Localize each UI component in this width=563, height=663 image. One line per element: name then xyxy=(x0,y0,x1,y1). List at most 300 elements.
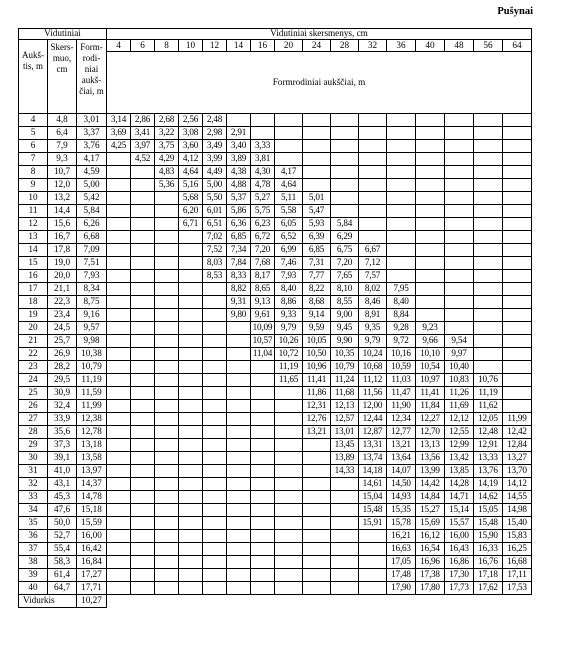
form-height-cell: 11,24 xyxy=(331,374,359,387)
table-row xyxy=(19,179,532,192)
form-height-cell xyxy=(179,439,203,452)
form-height-cell: 7,12 xyxy=(359,257,387,270)
row-height: 8 xyxy=(19,166,48,179)
form-height-cell: 2,68 xyxy=(155,114,179,127)
form-height-cell: 6,01 xyxy=(203,205,227,218)
form-height-cell: 8,02 xyxy=(359,283,387,296)
row-height: 29 xyxy=(19,439,48,452)
row-height: 38 xyxy=(19,556,48,569)
diameter-header: 48 xyxy=(445,40,474,52)
form-height-cell xyxy=(155,231,179,244)
row-height: 32 xyxy=(19,478,48,491)
form-height-cell xyxy=(203,374,227,387)
form-height-cell: 5,16 xyxy=(179,179,203,192)
row-form-height: 14,37 xyxy=(77,478,107,491)
row-diameter: 25,7 xyxy=(48,335,77,348)
form-height-cell xyxy=(131,283,155,296)
form-height-cell xyxy=(331,205,359,218)
form-height-cell: 12,48 xyxy=(474,426,503,439)
row-diameter: 26,9 xyxy=(48,348,77,361)
row-diameter: 17,8 xyxy=(48,244,77,257)
form-height-cell: 7,20 xyxy=(331,257,359,270)
form-height-cell xyxy=(179,465,203,478)
form-height-cell xyxy=(503,387,532,400)
form-height-cell xyxy=(155,283,179,296)
row-form-height: 3,01 xyxy=(77,114,107,127)
form-height-cell: 9,66 xyxy=(416,335,445,348)
col-form-height-text: Form-rodi-niai aukš-čiai, m xyxy=(79,42,104,96)
form-height-cell xyxy=(359,582,387,595)
form-height-cell xyxy=(445,192,474,205)
form-height-cell xyxy=(107,348,131,361)
form-height-cell: 6,20 xyxy=(179,205,203,218)
form-height-cell: 13,64 xyxy=(387,452,416,465)
col-diameter-text: Skers-muo, cm xyxy=(50,42,74,74)
form-height-cell: 10,96 xyxy=(303,361,331,374)
form-height-cell xyxy=(107,166,131,179)
form-height-cell xyxy=(155,335,179,348)
form-height-cell: 14,50 xyxy=(387,478,416,491)
row-height: 9 xyxy=(19,179,48,192)
form-height-cell: 14,19 xyxy=(474,478,503,491)
form-height-cell xyxy=(503,114,532,127)
form-height-cell xyxy=(303,439,331,452)
form-height-cell: 7,20 xyxy=(251,244,275,257)
form-height-cell xyxy=(179,387,203,400)
form-height-cell: 17,53 xyxy=(503,582,532,595)
row-height: 4 xyxy=(19,114,48,127)
form-height-cell xyxy=(179,335,203,348)
form-height-cell: 17,05 xyxy=(387,556,416,569)
form-height-cell xyxy=(275,491,303,504)
form-height-cell: 16,76 xyxy=(474,556,503,569)
row-diameter: 47,6 xyxy=(48,504,77,517)
form-height-cell xyxy=(131,205,155,218)
form-height-cell: 4,29 xyxy=(155,153,179,166)
form-height-cell xyxy=(227,413,251,426)
form-height-cell xyxy=(251,426,275,439)
form-height-cell: 12,44 xyxy=(359,413,387,426)
row-form-height: 17,71 xyxy=(77,582,107,595)
form-height-cell xyxy=(107,400,131,413)
form-height-cell xyxy=(251,413,275,426)
row-height: 31 xyxy=(19,465,48,478)
form-height-cell: 3,69 xyxy=(107,127,131,140)
form-height-cell xyxy=(303,543,331,556)
form-height-cell: 8,40 xyxy=(387,296,416,309)
row-height: 22 xyxy=(19,348,48,361)
row-diameter: 52,7 xyxy=(48,530,77,543)
form-height-cell xyxy=(131,231,155,244)
form-height-cell: 12,00 xyxy=(359,400,387,413)
form-height-cell: 7,46 xyxy=(275,257,303,270)
form-height-cell xyxy=(275,140,303,153)
diameter-header: 20 xyxy=(275,40,303,52)
form-height-cell xyxy=(155,569,179,582)
form-height-cell xyxy=(107,257,131,270)
form-height-cell: 14,42 xyxy=(416,478,445,491)
row-diameter: 55,4 xyxy=(48,543,77,556)
form-height-cell: 12,55 xyxy=(445,426,474,439)
form-height-cell xyxy=(203,322,227,335)
row-diameter: 45,3 xyxy=(48,491,77,504)
table-row xyxy=(19,244,532,257)
form-height-cell: 7,65 xyxy=(331,270,359,283)
row-height: 17 xyxy=(19,283,48,296)
diameter-header: 6 xyxy=(131,40,155,52)
table-row xyxy=(19,270,532,283)
form-height-cell: 11,19 xyxy=(275,361,303,374)
form-height-cell xyxy=(107,491,131,504)
table-row xyxy=(19,439,532,452)
form-height-cell xyxy=(107,426,131,439)
form-height-cell xyxy=(179,361,203,374)
form-height-cell xyxy=(303,478,331,491)
form-height-cell: 12,31 xyxy=(303,400,331,413)
form-height-cell xyxy=(359,231,387,244)
form-height-cell xyxy=(251,127,275,140)
form-height-cell xyxy=(331,127,359,140)
form-height-cell: 8,10 xyxy=(331,283,359,296)
row-height: 39 xyxy=(19,569,48,582)
form-height-cell: 12,57 xyxy=(331,413,359,426)
form-height-cell: 11,56 xyxy=(359,387,387,400)
form-height-cell xyxy=(331,153,359,166)
form-height-cell xyxy=(203,504,227,517)
form-height-cell: 12,27 xyxy=(416,413,445,426)
row-diameter: 33,9 xyxy=(48,413,77,426)
form-height-cell xyxy=(474,361,503,374)
form-height-cell: 3,41 xyxy=(131,127,155,140)
form-height-cell: 10,57 xyxy=(251,335,275,348)
sub-header: Formrodiniai aukščiai, m xyxy=(107,52,532,114)
table-row xyxy=(19,452,532,465)
row-form-height: 13,97 xyxy=(77,465,107,478)
row-height: 25 xyxy=(19,387,48,400)
form-height-cell xyxy=(331,582,359,595)
form-height-cell xyxy=(503,283,532,296)
form-height-cell: 17,48 xyxy=(387,569,416,582)
form-height-cell xyxy=(107,153,131,166)
form-height-cell xyxy=(179,348,203,361)
form-height-cell xyxy=(275,426,303,439)
form-height-cell xyxy=(251,452,275,465)
form-height-cell: 16,96 xyxy=(416,556,445,569)
form-height-cell xyxy=(303,530,331,543)
row-diameter: 23,4 xyxy=(48,309,77,322)
form-height-cell xyxy=(179,296,203,309)
row-form-height: 7,09 xyxy=(77,244,107,257)
form-height-cell: 2,91 xyxy=(227,127,251,140)
table-row xyxy=(19,556,532,569)
form-height-cell xyxy=(131,244,155,257)
form-height-cell xyxy=(474,270,503,283)
form-height-cell xyxy=(416,218,445,231)
form-height-cell xyxy=(331,491,359,504)
form-height-cell: 13,70 xyxy=(503,465,532,478)
form-height-cell xyxy=(179,283,203,296)
form-height-cell: 8,53 xyxy=(203,270,227,283)
form-height-cell: 15,48 xyxy=(359,504,387,517)
form-height-cell xyxy=(387,140,416,153)
row-height: 36 xyxy=(19,530,48,543)
form-height-cell xyxy=(251,504,275,517)
form-height-cell xyxy=(503,400,532,413)
row-diameter: 4,8 xyxy=(48,114,77,127)
form-height-cell: 17,90 xyxy=(387,582,416,595)
form-height-cell xyxy=(203,543,227,556)
form-height-cell xyxy=(203,413,227,426)
row-height: 26 xyxy=(19,400,48,413)
form-height-cell: 12,87 xyxy=(359,426,387,439)
form-height-cell xyxy=(275,569,303,582)
form-height-cell xyxy=(203,309,227,322)
form-height-cell xyxy=(107,361,131,374)
form-height-cell xyxy=(275,452,303,465)
form-height-cell: 9,35 xyxy=(359,322,387,335)
row-diameter: 6,4 xyxy=(48,127,77,140)
form-height-cell xyxy=(303,166,331,179)
form-height-cell: 15,05 xyxy=(474,504,503,517)
form-height-cell xyxy=(203,569,227,582)
form-height-cell: 15,91 xyxy=(359,517,387,530)
form-height-cell xyxy=(131,569,155,582)
row-height: 33 xyxy=(19,491,48,504)
form-height-cell xyxy=(359,140,387,153)
form-height-cell xyxy=(155,530,179,543)
form-height-cell: 3,81 xyxy=(251,153,275,166)
form-height-cell xyxy=(131,517,155,530)
form-height-cell xyxy=(474,348,503,361)
form-height-cell xyxy=(155,426,179,439)
form-height-cell: 13,76 xyxy=(474,465,503,478)
form-height-cell xyxy=(179,452,203,465)
form-height-cell: 14,84 xyxy=(416,491,445,504)
form-height-cell xyxy=(474,153,503,166)
row-diameter: 15,6 xyxy=(48,218,77,231)
form-height-cell xyxy=(179,426,203,439)
form-height-cell: 9,14 xyxy=(303,309,331,322)
form-height-cell: 12,84 xyxy=(503,439,532,452)
row-height: 19 xyxy=(19,309,48,322)
form-height-cell xyxy=(474,322,503,335)
form-height-cell xyxy=(155,491,179,504)
form-height-cell xyxy=(387,153,416,166)
form-height-cell xyxy=(503,348,532,361)
form-height-cell xyxy=(416,257,445,270)
form-height-cell xyxy=(131,556,155,569)
form-height-cell xyxy=(474,283,503,296)
group-header-left: Vidutiniai xyxy=(19,29,107,40)
form-height-cell xyxy=(203,478,227,491)
form-height-cell xyxy=(227,517,251,530)
form-height-cell xyxy=(303,153,331,166)
form-height-cell xyxy=(251,387,275,400)
form-height-cell xyxy=(503,218,532,231)
form-height-cell xyxy=(203,296,227,309)
form-height-cell xyxy=(251,582,275,595)
form-height-cell: 3,89 xyxy=(227,153,251,166)
form-height-cell: 5,37 xyxy=(227,192,251,205)
form-height-cell: 10,83 xyxy=(445,374,474,387)
row-form-height: 5,00 xyxy=(77,179,107,192)
form-height-cell: 13,01 xyxy=(331,426,359,439)
form-height-cell: 6,29 xyxy=(331,231,359,244)
diameter-header: 36 xyxy=(387,40,416,52)
diameter-header-row xyxy=(19,40,532,52)
table-row xyxy=(19,530,532,543)
form-height-cell xyxy=(387,270,416,283)
form-height-cell: 5,00 xyxy=(203,179,227,192)
form-height-cell xyxy=(503,335,532,348)
form-height-cell xyxy=(503,205,532,218)
form-height-cell: 4,52 xyxy=(131,153,155,166)
form-height-cell: 5,93 xyxy=(303,218,331,231)
form-height-cell xyxy=(416,270,445,283)
form-height-cell xyxy=(275,127,303,140)
form-height-cell xyxy=(155,322,179,335)
form-height-cell xyxy=(107,465,131,478)
form-height-cell xyxy=(303,504,331,517)
form-height-cell: 9,90 xyxy=(331,335,359,348)
form-height-cell xyxy=(203,465,227,478)
row-height: 6 xyxy=(19,140,48,153)
form-height-cell xyxy=(474,231,503,244)
row-form-height: 9,57 xyxy=(77,322,107,335)
form-height-cell xyxy=(131,491,155,504)
form-height-cell: 4,78 xyxy=(251,179,275,192)
form-height-cell xyxy=(275,556,303,569)
form-height-cell xyxy=(227,361,251,374)
diameter-header: 10 xyxy=(179,40,203,52)
row-diameter: 32,4 xyxy=(48,400,77,413)
form-height-cell xyxy=(203,283,227,296)
row-diameter: 29,5 xyxy=(48,374,77,387)
form-height-cell: 9,33 xyxy=(275,309,303,322)
form-height-cell xyxy=(179,504,203,517)
form-height-cell: 8,82 xyxy=(227,283,251,296)
form-height-cell: 7,84 xyxy=(227,257,251,270)
form-height-cell: 5,27 xyxy=(251,192,275,205)
form-height-cell xyxy=(251,465,275,478)
form-height-cell xyxy=(251,478,275,491)
form-height-cell: 11,12 xyxy=(359,374,387,387)
form-height-cell xyxy=(107,439,131,452)
form-height-cell: 14,62 xyxy=(474,491,503,504)
form-height-cell: 12,12 xyxy=(445,413,474,426)
form-height-cell xyxy=(503,179,532,192)
form-height-cell xyxy=(359,556,387,569)
row-diameter: 41,0 xyxy=(48,465,77,478)
row-diameter: 12,0 xyxy=(48,179,77,192)
form-height-cell xyxy=(275,517,303,530)
form-height-cell: 13,21 xyxy=(303,426,331,439)
form-height-cell xyxy=(155,309,179,322)
form-height-cell xyxy=(107,322,131,335)
form-height-cell xyxy=(131,309,155,322)
form-height-cell xyxy=(227,400,251,413)
form-height-cell: 3,97 xyxy=(131,140,155,153)
table-row xyxy=(19,231,532,244)
form-height-cell: 10,59 xyxy=(387,361,416,374)
row-form-height: 7,51 xyxy=(77,257,107,270)
diameter-header: 64 xyxy=(503,40,532,52)
form-height-cell xyxy=(131,166,155,179)
form-height-cell: 9,54 xyxy=(445,335,474,348)
form-height-cell xyxy=(155,296,179,309)
form-height-cell xyxy=(251,374,275,387)
form-height-cell: 15,40 xyxy=(503,517,532,530)
table-row xyxy=(19,283,532,296)
form-height-cell xyxy=(179,400,203,413)
form-height-cell: 4,64 xyxy=(179,166,203,179)
form-height-cell xyxy=(331,114,359,127)
form-height-cell xyxy=(445,127,474,140)
form-height-cell xyxy=(251,569,275,582)
form-height-cell xyxy=(155,582,179,595)
form-height-cell: 4,64 xyxy=(275,179,303,192)
form-height-cell xyxy=(107,582,131,595)
form-height-cell xyxy=(474,127,503,140)
form-height-cell xyxy=(203,335,227,348)
form-height-cell xyxy=(303,452,331,465)
form-height-cell: 15,04 xyxy=(359,491,387,504)
form-height-cell: 9,72 xyxy=(387,335,416,348)
form-height-cell: 11,69 xyxy=(445,400,474,413)
form-height-cell xyxy=(131,426,155,439)
form-height-cell xyxy=(107,413,131,426)
form-height-cell xyxy=(179,556,203,569)
form-height-cell xyxy=(474,296,503,309)
form-height-cell xyxy=(179,491,203,504)
form-height-cell: 15,69 xyxy=(416,517,445,530)
form-height-cell xyxy=(179,374,203,387)
form-height-cell xyxy=(179,231,203,244)
diameter-header: 14 xyxy=(227,40,251,52)
form-height-cell: 5,01 xyxy=(303,192,331,205)
form-height-cell xyxy=(227,465,251,478)
row-diameter: 22,3 xyxy=(48,296,77,309)
form-height-cell: 11,68 xyxy=(331,387,359,400)
form-height-cell: 8,03 xyxy=(203,257,227,270)
table-row xyxy=(19,465,532,478)
col-height-header xyxy=(19,40,48,114)
form-height-cell: 7,77 xyxy=(303,270,331,283)
form-height-cell: 15,27 xyxy=(416,504,445,517)
form-height-cell xyxy=(227,569,251,582)
form-height-cell xyxy=(203,348,227,361)
form-height-cell xyxy=(131,257,155,270)
form-height-cell: 14,07 xyxy=(387,465,416,478)
form-height-cell: 9,23 xyxy=(416,322,445,335)
form-height-cell xyxy=(474,205,503,218)
form-height-cell xyxy=(203,426,227,439)
form-height-cell: 4,30 xyxy=(251,166,275,179)
row-height: 23 xyxy=(19,361,48,374)
form-height-cell xyxy=(131,478,155,491)
form-height-cell: 9,13 xyxy=(251,296,275,309)
form-height-cell xyxy=(131,465,155,478)
form-height-cell xyxy=(107,296,131,309)
form-height-cell: 11,62 xyxy=(474,400,503,413)
form-height-cell: 9,31 xyxy=(227,296,251,309)
row-form-height: 9,16 xyxy=(77,309,107,322)
row-form-height: 4,17 xyxy=(77,153,107,166)
form-height-cell: 16,68 xyxy=(503,556,532,569)
form-height-cell xyxy=(387,114,416,127)
form-height-cell xyxy=(131,361,155,374)
form-height-cell: 8,91 xyxy=(359,309,387,322)
